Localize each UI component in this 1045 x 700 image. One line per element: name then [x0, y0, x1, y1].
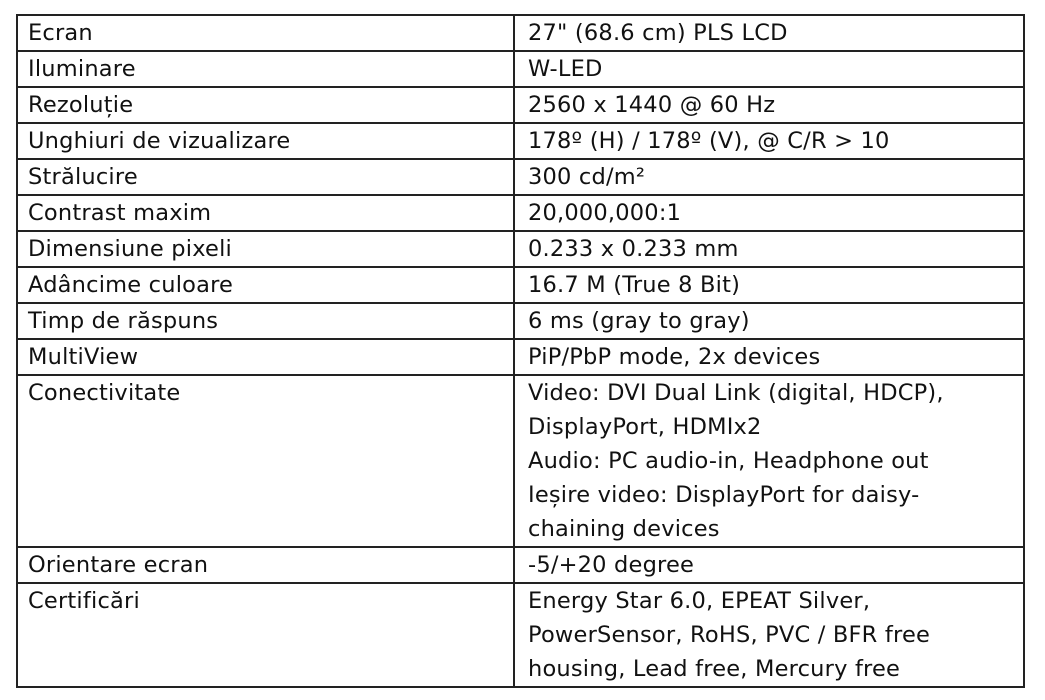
table-row: [17, 267, 1024, 303]
spec-value: [514, 123, 1024, 159]
spec-value-line: 178º (H) / 178º (V), @ C/R > 10: [528, 128, 890, 154]
spec-value-line: Ieșire video: DisplayPort for daisy-: [528, 482, 920, 508]
spec-label: Ecran: [17, 15, 514, 51]
spec-label: Unghiuri de vizualizare: [17, 123, 514, 159]
spec-value-line: W-LED: [528, 56, 603, 82]
table-row: [17, 195, 1024, 231]
spec-value: [514, 51, 1024, 87]
spec-value: [514, 267, 1024, 303]
spec-label: Strălucire: [17, 159, 514, 195]
spec-label: Conectivitate: [17, 375, 514, 547]
spec-value-line: Audio: PC audio-in, Headphone out: [528, 448, 929, 474]
spec-value-line: 20,000,000:1: [528, 200, 682, 226]
spec-label: Iluminare: [17, 51, 514, 87]
spec-value-line: PiP/PbP mode, 2x devices: [528, 344, 821, 370]
spec-value: [514, 87, 1024, 123]
table-row: [17, 547, 1024, 583]
table-row: [17, 159, 1024, 195]
spec-value: [514, 231, 1024, 267]
spec-value: [514, 195, 1024, 231]
spec-value-line: PowerSensor, RoHS, PVC / BFR free: [528, 622, 931, 648]
spec-value-line: 16.7 M (True 8 Bit): [528, 272, 741, 298]
spec-value: [514, 547, 1024, 583]
spec-value-line: Energy Star 6.0, EPEAT Silver,: [528, 588, 871, 614]
spec-value-line: 0.233 x 0.233 mm: [528, 236, 739, 262]
spec-value: [514, 15, 1024, 51]
table-row: [17, 583, 1024, 687]
table-row: [17, 15, 1024, 51]
spec-value-line: 27" (68.6 cm) PLS LCD: [528, 20, 788, 46]
spec-value: [514, 339, 1024, 375]
table-row: [17, 87, 1024, 123]
table-row: [17, 51, 1024, 87]
spec-value: [514, 583, 1024, 687]
spec-value-line: 300 cd/m²: [528, 164, 646, 190]
spec-value-line: DisplayPort, HDMIx2: [528, 414, 762, 440]
spec-label: Rezoluție: [17, 87, 514, 123]
spec-value-line: 2560 x 1440 @ 60 Hz: [528, 92, 776, 118]
table-row: [17, 303, 1024, 339]
table-row: [17, 231, 1024, 267]
spec-label: MultiView: [17, 339, 514, 375]
spec-label: Certificări: [17, 583, 514, 687]
spec-value-line: -5/+20 degree: [528, 552, 695, 578]
spec-value: [514, 159, 1024, 195]
spec-value-line: Video: DVI Dual Link (digital, HDCP),: [528, 380, 944, 406]
spec-label: Contrast maxim: [17, 195, 514, 231]
spec-value-line: chaining devices: [528, 516, 720, 542]
spec-label: Adâncime culoare: [17, 267, 514, 303]
spec-table: [16, 14, 1025, 688]
table-row: [17, 339, 1024, 375]
spec-value-line: housing, Lead free, Mercury free: [528, 656, 901, 682]
spec-label: Orientare ecran: [17, 547, 514, 583]
table-row: [17, 375, 1024, 547]
table-row: [17, 123, 1024, 159]
spec-label: Dimensiune pixeli: [17, 231, 514, 267]
spec-value: [514, 303, 1024, 339]
spec-label: Timp de răspuns: [17, 303, 514, 339]
spec-value: [514, 375, 1024, 547]
spec-value-line: 6 ms (gray to gray): [528, 308, 750, 334]
